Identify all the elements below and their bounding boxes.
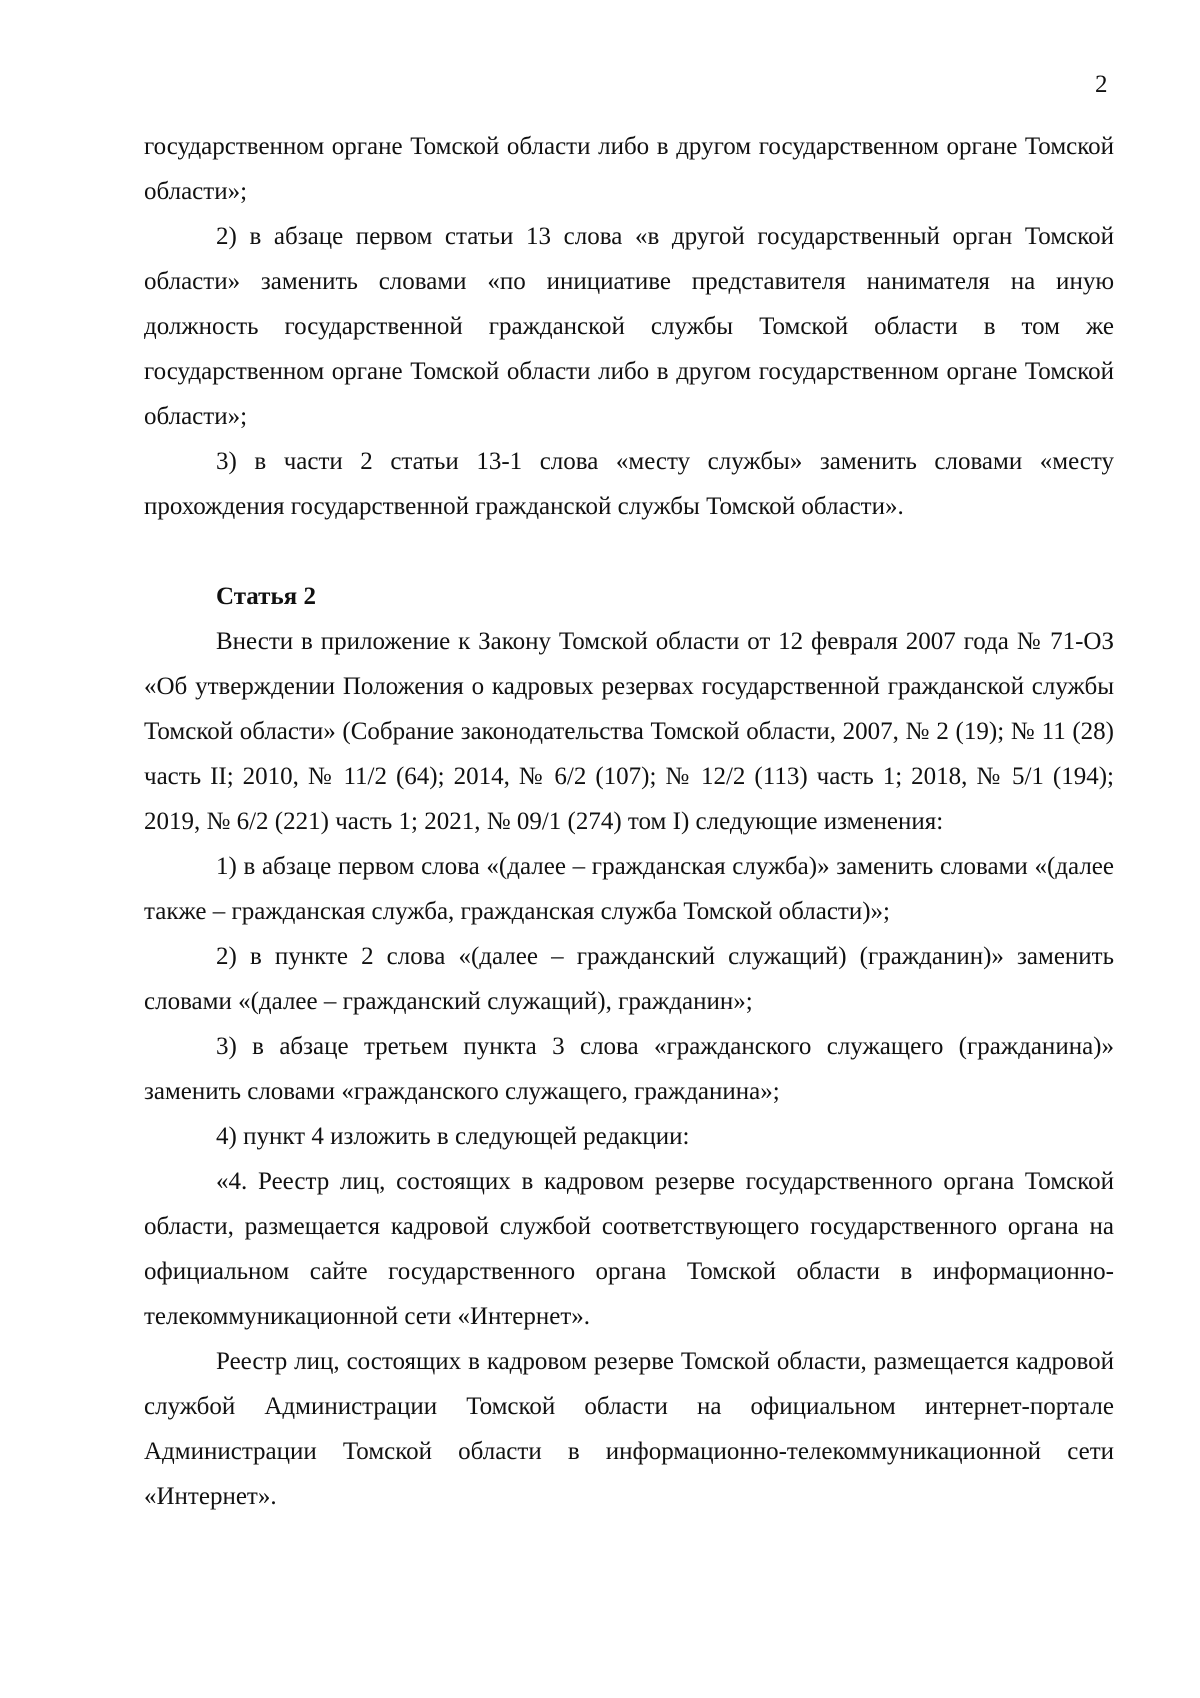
article-intro-paragraph: Внести в приложение к Закону Томской области от 12 февраля 2007 года № 71-ОЗ «Об утверждении Положения о кадровых резервах государственной гражданской службы Томской области» (Собрание законодательства Томской области, 2007, № 2 (19); № 11 (28) часть II; 2010, № 11/2 (64); 2014, № 6/2 (107); № 12/2 (113) часть 1; 2018, № 5/1 (194); 2019, № 6/2 (221) часть 1; 2021, № 09/1 (274) том I) следующие изменения: [144,628,1114,835]
document-body [144,124,1114,1519]
quoted-clause-paragraph-2: Реестр лиц, состоящих в кадровом резерве Томской области, размещается кадровой службой Администрации Томской области на официальном интернет-портале Администрации Томской области в информационно-телекоммуникационной сети «Интернет». [144,1348,1114,1510]
amendment-item-1: 1) в абзаце первом слова «(далее – гражданская служба)» заменить словами «(далее также – гражданская служба, гражданская служба Томской области)»; [144,853,1114,925]
paragraph-continuation: государственном органе Томской области либо в другом государственном органе Томской области»; [144,133,1114,205]
amendment-item-4: 4) пункт 4 изложить в следующей редакции: [216,1123,690,1150]
paragraph-item-3: 3) в части 2 статьи 13-1 слова «месту службы» заменить словами «месту прохождения государственной гражданской службы Томской области». [144,448,1114,520]
amendment-item-3: 3) в абзаце третьем пункта 3 слова «гражданского служащего (гражданина)» заменить словами «гражданского служащего, гражданина»; [144,1033,1114,1105]
amendment-item-2: 2) в пункте 2 слова «(далее – гражданский служащий) (гражданин)» заменить словами «(далее – гражданский служащий), гражданин»; [144,943,1114,1015]
page-number: 2 [1095,71,1108,98]
paragraph-item-2: 2) в абзаце первом статьи 13 слова «в другой государственный орган Томской области» заменить словами «по инициативе представителя нанимателя на иную должность государственной гражданской службы Томской области в том же государственном органе Томской области либо в другом государственном органе Томской области»; [144,223,1114,430]
article-heading: Статья 2 [216,583,316,610]
quoted-clause-paragraph: «4. Реестр лиц, состоящих в кадровом резерве государственного органа Томской области, размещается кадровой службой соответствующего государственного органа на официальном сайте государственного органа Томской области в информационно-телекоммуникационной сети «Интернет». [144,1168,1114,1330]
